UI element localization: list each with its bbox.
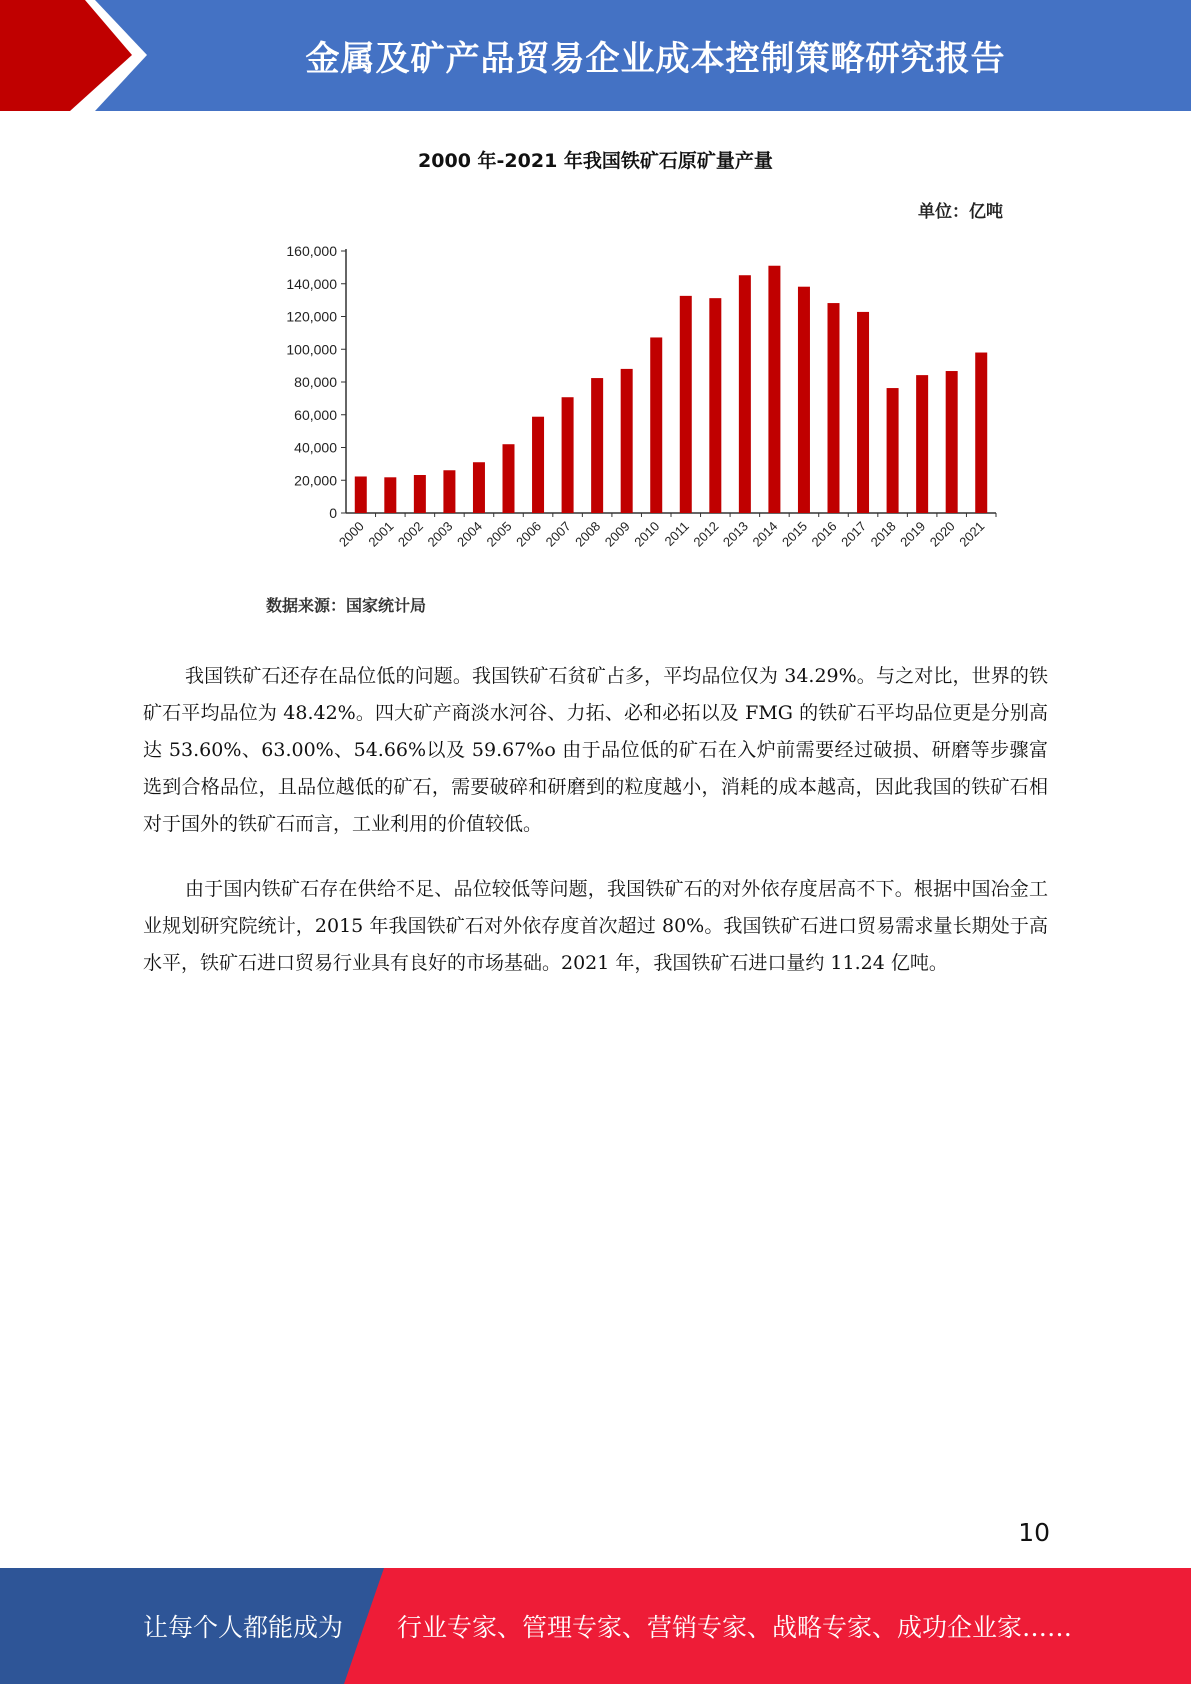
bar-2007 <box>562 397 574 513</box>
x-tick-label: 2014 <box>749 518 781 550</box>
x-tick-label: 2019 <box>897 518 929 550</box>
bar-2006 <box>532 417 544 513</box>
bar-2014 <box>768 266 780 513</box>
bar-2000 <box>355 476 367 513</box>
bar-2013 <box>739 275 751 513</box>
x-tick-label: 2012 <box>690 518 722 550</box>
bar-2010 <box>650 337 662 513</box>
bar-2021 <box>975 353 987 513</box>
x-tick-label: 2015 <box>779 518 811 550</box>
x-tick-label: 2017 <box>838 518 870 550</box>
y-tick-label: 140,000 <box>286 275 337 292</box>
x-tick-label: 2013 <box>719 518 751 550</box>
x-tick-label: 2009 <box>601 518 633 550</box>
bar-2016 <box>828 303 840 513</box>
bar-2004 <box>473 462 485 513</box>
x-tick-label: 2020 <box>926 518 958 550</box>
bar-2017 <box>857 312 869 513</box>
x-tick-label: 2001 <box>365 518 397 550</box>
x-tick-label: 2003 <box>424 518 456 550</box>
body-paragraph-1: 我国铁矿石还存在品位低的问题。我国铁矿石贫矿占多，平均品位仅为 34.29%。与之对比，世界的铁矿石平均品位为 48.42%。四大矿产商淡水河谷、力拓、必和必拓以及 FMG 的铁矿石平均品位更是分别高达 53.60%、63.00%、54.66%以及 59.67%o 由于品位低的矿石在入炉前需要经过破损、研磨等步骤富选到合格品位，且品位越低的矿石，需要破碎和研磨到的粒度越小，消耗的成本越高，因此我国的铁矿石相对于国外的铁矿石而言，工业利用的价值较低。 <box>143 665 1048 835</box>
x-tick-label: 2010 <box>631 518 663 550</box>
chart-title: 2000 年-2021 年我国铁矿石原矿量产量 <box>418 150 773 172</box>
iron-ore-production-chart <box>250 232 1010 572</box>
x-tick-label: 2000 <box>335 518 367 550</box>
page-header <box>0 0 1191 111</box>
page-number: 10 <box>1018 1518 1050 1547</box>
footer-slogan-left: 让每个人都能成为 <box>143 1613 344 1642</box>
x-tick-label: 2002 <box>394 518 426 550</box>
bar-2019 <box>916 375 928 513</box>
chart-source: 数据来源：国家统计局 <box>266 596 427 615</box>
bar-2001 <box>384 477 396 513</box>
bar-2003 <box>443 470 455 513</box>
y-tick-label: 160,000 <box>286 243 337 259</box>
x-tick-label: 2006 <box>513 518 545 550</box>
bar-2002 <box>414 475 426 513</box>
x-tick-label: 2008 <box>572 518 604 550</box>
chart-unit-label: 单位：亿吨 <box>918 202 1003 222</box>
footer-slogan-right: 行业专家、管理专家、营销专家、战略专家、成功企业家…… <box>397 1613 1073 1642</box>
bar-2015 <box>798 287 810 513</box>
page-footer <box>0 1568 1191 1684</box>
y-tick-label: 0 <box>329 505 337 521</box>
y-tick-label: 100,000 <box>286 341 337 358</box>
x-tick-label: 2005 <box>483 518 515 550</box>
x-tick-label: 2021 <box>956 518 988 550</box>
x-tick-label: 2011 <box>661 518 692 549</box>
bar-2020 <box>946 371 958 513</box>
y-tick-label: 20,000 <box>294 472 337 489</box>
header-chevron-icon <box>0 0 160 111</box>
y-tick-label: 80,000 <box>294 374 337 390</box>
bar-2005 <box>503 444 515 513</box>
bar-2018 <box>887 388 899 513</box>
x-tick-label: 2018 <box>867 518 899 550</box>
x-tick-label: 2007 <box>542 518 574 550</box>
y-tick-label: 120,000 <box>286 308 337 325</box>
x-tick-label: 2016 <box>808 518 840 550</box>
bar-2009 <box>621 369 633 513</box>
x-tick-label: 2004 <box>454 518 486 550</box>
bar-2011 <box>680 296 692 513</box>
body-paragraph-2: 由于国内铁矿石存在供给不足、品位较低等问题，我国铁矿石的对外依存度居高不下。根据中国冶金工业规划研究院统计，2015 年我国铁矿石对外依存度首次超过 80%。我国铁矿石进口贸易需求量长期处于高水平，铁矿石进口贸易行业具有良好的市场基础。2021 年，我国铁矿石进口量约 11.24 亿吨。 <box>143 878 1048 974</box>
report-title: 金属及矿产品贸易企业成本控制策略研究报告 <box>305 39 1006 79</box>
bar-2008 <box>591 378 603 513</box>
y-tick-label: 40,000 <box>294 439 337 456</box>
y-tick-label: 60,000 <box>294 406 337 423</box>
bar-2012 <box>709 298 721 513</box>
